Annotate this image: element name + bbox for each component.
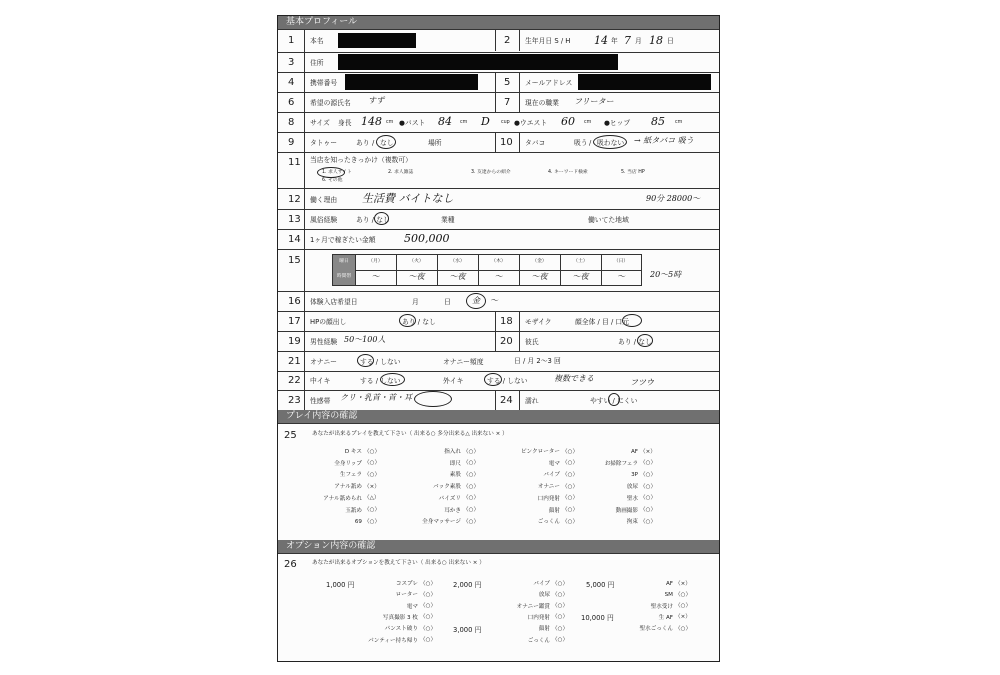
selection-circle	[466, 293, 486, 309]
boyfriend-label: 彼氏	[525, 338, 539, 346]
item-mark[interactable]: （○）	[420, 614, 437, 621]
height-label: 身長	[338, 119, 352, 127]
schedule-note[interactable]: 20～5時	[650, 270, 682, 279]
row-14-number: 14	[288, 234, 301, 245]
row-1-number: 1	[288, 35, 295, 46]
boyfriend-value[interactable]: あり / なし	[618, 338, 652, 346]
cup-label: cup	[501, 120, 510, 125]
target-income-label: 1ヶ月で稼ぎたい金額	[310, 236, 376, 244]
item-mark[interactable]: （○）	[420, 603, 437, 610]
selection-circle	[414, 391, 452, 407]
inner-orgasm-value[interactable]: する / しない	[360, 377, 401, 385]
weekday-row-label: 曜日	[339, 259, 349, 264]
row-18-number: 18	[500, 316, 513, 327]
item-mark[interactable]: （○）	[640, 483, 657, 490]
item-label: パンティー持ち帰り	[368, 637, 418, 644]
source-option-3[interactable]: 3. 友達からの紹介	[471, 170, 511, 175]
item-label: 電マ	[548, 460, 560, 467]
item-mark[interactable]: （○）	[562, 448, 579, 455]
item-mark[interactable]: （○）	[640, 495, 657, 502]
item-mark[interactable]: （×）	[640, 448, 656, 455]
redaction-bar	[338, 33, 416, 48]
item-label: 素股	[449, 472, 461, 479]
smoking-note[interactable]: → 紙タバコ 吸う	[634, 136, 694, 145]
target-income-value[interactable]: 500,000	[404, 232, 450, 245]
item-label: D キス	[344, 449, 362, 455]
row-11-number: 11	[288, 157, 301, 168]
day-thu: （木）	[491, 259, 506, 264]
cup-value[interactable]: D	[481, 115, 490, 128]
source-option-1[interactable]: 1. 求人サイト	[322, 170, 352, 175]
row-17-number: 17	[288, 316, 301, 327]
erogenous-zone-value[interactable]: クリ・乳首・首・耳	[340, 393, 412, 402]
price-10000: 10,000 円	[581, 614, 614, 622]
frequency-value[interactable]: 日 / 月 2～3 回	[514, 357, 561, 365]
item-mark[interactable]: （○）	[552, 591, 569, 598]
item-label: バイブ	[533, 581, 550, 587]
mosaic-label: モザイク	[525, 318, 552, 326]
row-13-number: 13	[288, 214, 301, 225]
time-tue[interactable]: ～夜	[408, 272, 425, 281]
masturbation-label: オナニー	[310, 358, 337, 366]
item-label: コスプレ	[395, 581, 418, 587]
tattoo-label: タトゥー	[310, 139, 338, 147]
outer-orgasm-value[interactable]: する / しない	[487, 377, 528, 385]
selection-circle	[317, 167, 345, 178]
item-label: 全身マッサージ	[422, 519, 461, 526]
item-label: ごっくん	[537, 519, 560, 526]
item-label: バイブ	[543, 472, 560, 479]
item-label: バック素股	[433, 484, 461, 491]
orgasm-note[interactable]: 複数できる	[554, 374, 594, 383]
item-mark[interactable]: （○）	[640, 507, 657, 513]
schedule-table	[332, 254, 642, 286]
item-label: 玉舐め	[345, 507, 362, 514]
birthdate-label: 生年月日 S / H	[525, 37, 571, 45]
item-mark[interactable]: （○）	[552, 637, 569, 643]
row-10-number: 10	[500, 137, 513, 148]
item-mark[interactable]: （○）	[420, 625, 437, 632]
time-wed[interactable]: ～夜	[449, 272, 466, 281]
item-mark[interactable]: （○）	[562, 471, 579, 478]
tattoo-place-label: 場所	[428, 139, 442, 147]
wetness-value[interactable]: やすい / にくい	[590, 397, 638, 405]
industry-label: 業種	[441, 216, 455, 224]
item-mark[interactable]: （○）	[364, 507, 381, 513]
occupation-value[interactable]: フリーター	[574, 97, 614, 106]
row-5-number: 5	[504, 77, 511, 88]
selection-circle	[357, 354, 374, 367]
bust-unit: cm	[460, 120, 468, 125]
item-mark[interactable]: （○）	[463, 448, 480, 455]
item-label: オナニー	[537, 484, 560, 491]
row-12-number: 12	[288, 194, 301, 205]
item-label: 聖水	[626, 495, 638, 502]
item-mark[interactable]: （×）	[364, 483, 380, 490]
item-label: 聖水受け	[650, 603, 673, 610]
time-thu[interactable]: ～	[494, 272, 503, 281]
item-label: 口内発射	[527, 614, 550, 621]
item-label: 放尿	[538, 592, 550, 599]
item-mark[interactable]: （○）	[640, 471, 657, 478]
item-mark[interactable]: （○）	[552, 625, 569, 632]
redaction-bar	[338, 54, 618, 70]
source-option-2[interactable]: 2. 求人雑誌	[388, 170, 414, 175]
item-mark[interactable]: （×）	[675, 614, 691, 621]
selection-circle	[593, 135, 627, 149]
item-label: 3P	[631, 472, 638, 479]
time-fri[interactable]: ～夜	[531, 272, 548, 281]
selection-circle	[637, 334, 653, 347]
item-mark[interactable]: （○）	[562, 495, 579, 502]
real-name-label: 本名	[310, 37, 324, 45]
smoking-no[interactable]: 吸わない	[597, 139, 625, 147]
waist-value[interactable]: 60	[561, 115, 575, 128]
item-label: 放尿	[626, 484, 638, 491]
item-mark[interactable]: （○）	[463, 518, 480, 525]
reason-value[interactable]: 生活費 バイトなし	[362, 192, 454, 205]
birth-month-unit: 月	[635, 37, 642, 45]
birth-year-unit: 年	[611, 37, 618, 45]
time-mon[interactable]: ～	[371, 272, 380, 281]
row-19-number: 19	[288, 336, 301, 347]
height-value[interactable]: 148	[361, 115, 382, 128]
outer-orgasm-label: 外イキ	[443, 377, 464, 385]
price-3000: 3,000 円	[453, 626, 482, 634]
worked-area-label: 働いてた地域	[588, 216, 629, 224]
selection-circle	[608, 393, 620, 406]
item-mark[interactable]: （△）	[364, 495, 380, 502]
item-label: SM	[664, 592, 673, 599]
source-label: 当店を知ったきっかけ（複数可）	[310, 156, 412, 164]
item-label: 耳かき	[444, 507, 461, 514]
waist-unit: cm	[584, 120, 592, 125]
face-reveal-label: HPの顔出し	[310, 318, 347, 326]
item-label: 写真撮影 3 枚	[382, 614, 418, 621]
item-label: ローター	[395, 592, 418, 599]
row-22-number: 22	[288, 375, 301, 386]
tattoo-no[interactable]: なし	[380, 139, 394, 147]
item-mark[interactable]: （○）	[562, 507, 579, 513]
item-label: お掃除フェラ	[604, 460, 638, 467]
row-16-number: 16	[288, 296, 301, 307]
mosaic-value[interactable]: 顔全体 / 目 / 口元	[575, 318, 630, 326]
item-mark[interactable]: （○）	[562, 460, 579, 467]
item-mark[interactable]: （○）	[463, 471, 480, 478]
item-label: パンスト破り	[384, 626, 418, 633]
item-mark[interactable]: （○）	[364, 460, 381, 467]
selection-circle	[380, 373, 405, 386]
item-mark[interactable]: （○）	[463, 507, 480, 513]
day-fri: （金）	[532, 259, 547, 264]
price-1000: 1,000 円	[326, 581, 355, 589]
bust-value[interactable]: 84	[438, 115, 452, 128]
item-mark[interactable]: （○）	[364, 518, 381, 525]
day-tue: （火）	[409, 259, 424, 264]
price-5000: 5,000 円	[586, 581, 615, 589]
item-label: 69	[354, 519, 362, 526]
item-label: 生 AF	[658, 614, 673, 621]
birth-month[interactable]: 7	[624, 34, 631, 47]
item-label: ピンクローター	[520, 449, 560, 455]
smoking-yes[interactable]: 吸う	[574, 139, 588, 147]
option-instruction: あなたが出来るオプションを教えて下さい（ 出来る○ 出来ない × ）	[312, 560, 485, 566]
male-experience-label: 男性経験	[310, 338, 338, 346]
erogenous-zone-label: 性感帯	[310, 397, 331, 405]
trial-date-label: 体験入店希望日	[310, 298, 358, 306]
selection-circle	[622, 314, 642, 327]
reason-note[interactable]: 90分 28000～	[646, 194, 701, 203]
selection-circle	[399, 314, 416, 327]
address-label: 住所	[310, 59, 324, 67]
item-mark[interactable]: （○）	[562, 483, 579, 490]
item-label: AF	[630, 449, 638, 455]
occupation-label: 現在の職業	[525, 99, 559, 107]
item-label: ごっくん	[527, 637, 550, 644]
item-label: AF	[665, 581, 673, 587]
section-header-play: プレイ内容の確認	[278, 410, 719, 423]
item-mark[interactable]: （○）	[364, 448, 381, 455]
section-header-options: オプション内容の確認	[278, 540, 719, 553]
row-21-number: 21	[288, 356, 301, 367]
inner-orgasm-label: 中イキ	[310, 377, 331, 385]
frequency-label: オナニー頻度	[443, 358, 484, 366]
redaction-bar	[578, 74, 711, 90]
item-label: 全身リップ	[334, 460, 362, 467]
row-15-number: 15	[288, 255, 301, 266]
birth-day[interactable]: 18	[649, 34, 663, 47]
item-label: 即尺	[449, 460, 461, 467]
row-20-number: 20	[500, 336, 513, 347]
phone-label: 携帯番号	[310, 79, 338, 87]
item-mark[interactable]: （○）	[552, 603, 569, 610]
selection-circle	[374, 212, 389, 225]
item-mark[interactable]: （○）	[675, 591, 692, 598]
item-mark[interactable]: （○）	[420, 591, 437, 598]
height-unit: cm	[386, 120, 394, 125]
row-26-number: 26	[284, 559, 297, 570]
item-mark[interactable]: （○）	[420, 580, 437, 587]
source-option-5[interactable]: 5. 当店 HP	[621, 170, 645, 175]
item-label: 拘束	[626, 519, 638, 526]
play-instruction: あなたが出来るプレイを教えて下さい（ 出来る○ 多分出来る△ 出来ない × ）	[312, 431, 508, 437]
item-label: 顔射	[548, 507, 560, 514]
row-7-number: 7	[504, 97, 511, 108]
item-mark[interactable]: （×）	[675, 580, 691, 587]
row-4-number: 4	[288, 77, 295, 88]
wetness-label: 濡れ	[525, 397, 539, 405]
day-wed: （水）	[450, 259, 465, 264]
time-sun[interactable]: ～	[617, 272, 625, 281]
day-sun: （日）	[613, 259, 629, 264]
source-option-6[interactable]: 6. その他	[322, 178, 343, 183]
item-mark[interactable]: （○）	[675, 603, 692, 610]
face-reveal-value[interactable]: あり / なし	[402, 318, 436, 326]
item-label: パイズリ	[438, 495, 461, 502]
item-label: オナニー鑑賞	[516, 603, 550, 610]
row-6-number: 6	[288, 97, 295, 108]
smoking-label: タバコ	[525, 139, 546, 147]
item-label: 聖水ごっくん	[639, 626, 673, 633]
item-label: 口内発射	[537, 495, 560, 502]
birth-day-unit: 日	[667, 37, 674, 45]
male-experience-value[interactable]: 50～100人	[344, 335, 386, 344]
source-option-4[interactable]: 4. キーワード検索	[548, 170, 588, 175]
redaction-bar	[345, 74, 478, 90]
row-8-number: 8	[288, 117, 295, 128]
row-23-number: 23	[288, 395, 301, 406]
waist-label: ●ウエスト	[514, 119, 548, 127]
reason-label: 働く理由	[310, 196, 338, 204]
row-25-number: 25	[284, 430, 297, 441]
row-3-number: 3	[288, 57, 295, 68]
item-mark[interactable]: （○）	[640, 460, 657, 467]
stage-name-value[interactable]: すず	[368, 96, 385, 105]
price-2000: 2,000 円	[453, 581, 482, 589]
row-2-number: 2	[504, 35, 511, 46]
time-row-label: 時間帯	[336, 274, 352, 279]
item-label: 電マ	[406, 603, 418, 610]
hip-label: ●ヒップ	[604, 119, 631, 127]
item-label: 生フェラ	[339, 472, 362, 479]
item-mark[interactable]: （○）	[675, 625, 692, 632]
item-label: アナル舐められ	[323, 495, 362, 502]
section-header-basic-profile: 基本プロフィール	[278, 16, 719, 29]
item-mark[interactable]: （○）	[364, 471, 381, 478]
hip-value[interactable]: 85	[651, 115, 665, 128]
item-mark[interactable]: （○）	[463, 460, 480, 467]
item-mark[interactable]: （○）	[552, 614, 569, 621]
selection-circle	[376, 135, 396, 149]
wetness-note[interactable]: フツウ	[630, 378, 654, 387]
item-label: 指入れ	[444, 449, 461, 455]
day-mon: （月）	[368, 259, 383, 264]
item-mark[interactable]: （○）	[552, 580, 569, 587]
hip-unit: cm	[675, 120, 683, 125]
bust-label: ●バスト	[399, 119, 426, 127]
tattoo-yes[interactable]: あり	[356, 139, 370, 147]
day-sat: （土）	[573, 259, 588, 264]
item-mark[interactable]: （○）	[463, 483, 480, 490]
item-label: アナル舐め	[334, 484, 362, 491]
time-sat[interactable]: ～夜	[572, 272, 589, 281]
experience-label: 風俗経験	[310, 216, 338, 224]
item-mark[interactable]: （○）	[640, 518, 657, 525]
trial-weekday[interactable]: 金	[472, 296, 480, 305]
row-9-number: 9	[288, 137, 295, 148]
item-label: 動画撮影	[615, 507, 638, 514]
size-label: サイズ	[310, 119, 330, 127]
birth-year[interactable]: 14	[594, 34, 608, 47]
item-mark[interactable]: （○）	[562, 518, 579, 525]
row-24-number: 24	[500, 395, 513, 406]
profile-sheet: 基本プロフィール 1 本名 2 生年月日 S / H 14 年 7 月 18 日 3 住所 4 携帯番号 5 メールアドレス 6 希望の源氏名 すず 7 現在の職業 フリーター 8 サイズ 身長 148 cm ●バスト 84 cm D cup ●ウエスト 60 cm ●ヒップ 85 cm 9 タトゥー あり / なし 場所 10 タバコ 吸う / 吸わない → 紙タバコ 吸う 11 当店を知ったきっかけ（複数可） 1. 求人サイト 2. 求人雑誌 3. 友達からの紹介 4. キーワード検索 5. 当店 HP 6. その他 12 働く理由 生活費 バイトなし 90分 28000～ 13 風俗経験 あり / なし 業種 働いてた地域 14 1ヶ月で稼ぎたい金額 500,000 15 曜日 時間帯 （月） （火） （水） （木） （金） （土） （日） ～ ～夜 ～夜 ～ ～夜 ～夜 ～ 20～5時 16 体験入店希望日 月 日 金 ～ 17 HPの顔出し あり / なし 18 モザイク 顔全体 / 目 / 口元 19 男性経験 50～100人 20 彼氏 あり / なし 21 オナニー する / しない オナニー頻度 日 / 月 2～3 回 22 中イキ する / しない 外イキ する / しない 複数できる 23 性感帯 クリ・乳首・首・耳 24 濡れ やすい / にくい フツウ プレイ内容の確認 25 あなたが出来るプレイを教えて下さい（ 出来る○ 多分出来る△ 出来ない × ） オプション内容の確認 26 あなたが出来るオプションを教えて下さい（ 出来る○ 出来ない × ） 1,000 円 2,000 円 3,000 円 5,000 円 10,000 円 D キス （○） 全身リップ （○） 生フェラ （○） アナル舐め （×） アナル舐められ （△） 玉舐め （○） 69 （○） 指入れ （○） 即尺 （○） 素股 （○） バック素股 （○） パイズリ （○） 耳かき （○） 全身マッサージ （○） ピンクローター （○） 電マ （○） バイブ （○） オナニー （○） 口内発射 （○） 顔射 （○） ごっくん （○） AF （×） お掃除フェラ （○） 3P （○） 放尿 （○） 聖水 （○） 動画撮影 （○） 拘束 （○） コスプレ （○） ローター （○） 電マ （○） 写真撮影 3 枚 （○） パンスト破り （○） パンティー持ち帰り （○） バイブ （○） 放尿 （○） オナニー鑑賞 （○） 口内発射 （○） 顔射 （○） ごっくん （○） AF （×） SM （○） 聖水受け （○） 生 AF （×） 聖水ごっくん （○）	[277, 15, 720, 662]
email-label: メールアドレス	[525, 79, 573, 87]
experience-value[interactable]: あり / なし	[356, 216, 390, 224]
item-label: 顔射	[538, 626, 550, 633]
item-mark[interactable]: （○）	[463, 495, 480, 502]
item-mark[interactable]: （○）	[420, 637, 437, 643]
selection-circle	[484, 373, 502, 386]
masturbation-value[interactable]: する / しない	[360, 358, 401, 366]
stage-name-label: 希望の源氏名	[310, 99, 351, 107]
